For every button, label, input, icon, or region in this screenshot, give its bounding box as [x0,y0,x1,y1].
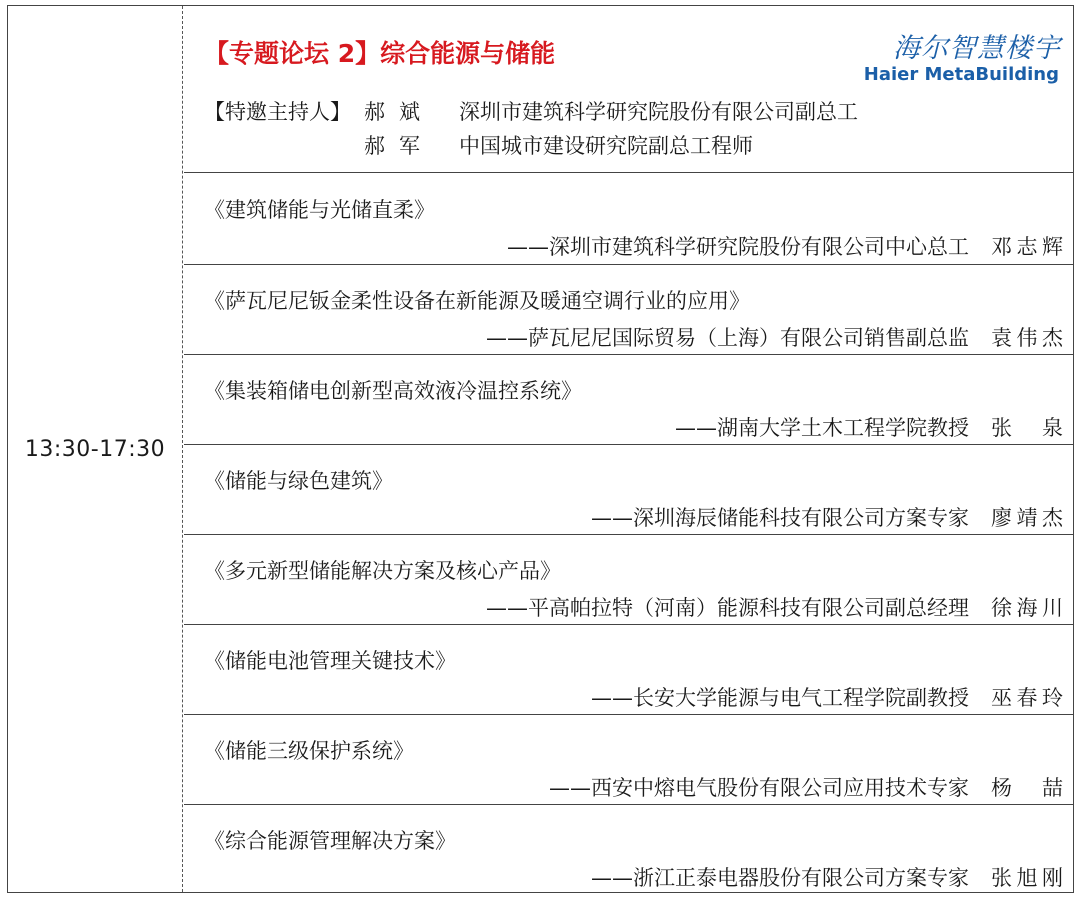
session-content [184,6,1073,892]
logo-en-text: Haier MetaBuilding [863,64,1059,85]
speaker-org: ——湖南大学土木工程学院教授 [675,416,969,440]
speaker-name: 邓志辉 [991,235,1063,259]
host-tag: 【特邀主持人】 [204,100,351,124]
logo-cn-text: 海尔智慧楼宇 [893,33,1061,64]
talk-speaker [675,412,1063,442]
talk-speaker [591,502,1063,532]
talk-title: 《储能三级保护系统》 [204,739,414,763]
talk-speaker [486,592,1063,622]
talk-speaker [591,682,1063,712]
agenda-table [7,5,1074,893]
forum-title: 【专题论坛 2】综合能源与储能 [204,39,556,68]
speaker-org: ——长安大学能源与电气工程学院副教授 [591,686,969,710]
talk-speaker [486,322,1063,352]
talk-row [184,805,1073,894]
speaker-name: 张泉 [991,416,1063,440]
speaker-name: 张旭刚 [991,866,1063,890]
speaker-org: ——平高帕拉特（河南）能源科技有限公司副总经理 [486,596,969,620]
talk-row [184,715,1073,805]
speaker-name: 廖靖杰 [991,506,1063,530]
talk-title: 《储能电池管理关键技术》 [204,649,456,673]
host-name: 郝军 [364,134,434,158]
speaker-org: ——西安中熔电气股份有限公司应用技术专家 [549,776,969,800]
talk-row [184,535,1073,625]
talk-title: 《储能与绿色建筑》 [204,469,393,493]
talk-title: 《综合能源管理解决方案》 [204,829,456,853]
speaker-name: 巫春玲 [991,686,1063,710]
talk-title: 《建筑储能与光储直柔》 [204,198,435,222]
talk-row [184,445,1073,535]
speaker-org: ——萨瓦尼尼国际贸易（上海）有限公司销售副总监 [486,326,969,350]
host-org: 中国城市建设研究院副总工程师 [459,134,753,158]
talk-speaker [507,231,1063,261]
speaker-name: 袁伟杰 [991,326,1063,350]
talk-title: 《多元新型储能解决方案及核心产品》 [204,559,561,583]
speaker-org: ——深圳市建筑科学研究院股份有限公司中心总工 [507,235,969,259]
talk-speaker [549,772,1063,802]
host-name: 郝斌 [364,100,434,124]
talk-title: 《萨瓦尼尼钣金柔性设备在新能源及暖通空调行业的应用》 [204,289,750,313]
talk-row [184,625,1073,715]
speaker-name: 徐海川 [991,596,1063,620]
host-org: 深圳市建筑科学研究院股份有限公司副总工 [459,100,858,124]
session-time: 13:30-17:30 [24,436,166,462]
speaker-org: ——浙江正泰电器股份有限公司方案专家 [591,866,969,890]
talk-speaker [591,862,1063,892]
time-column [8,6,183,892]
speaker-org: ——深圳海辰储能科技有限公司方案专家 [591,506,969,530]
haier-logo [861,26,1061,90]
talk-title: 《集装箱储电创新型高效液冷温控系统》 [204,379,582,403]
talk-row [184,265,1073,355]
forum-header [184,6,1073,173]
talk-row [184,174,1073,265]
speaker-name: 杨喆 [991,776,1063,800]
talk-row [184,355,1073,445]
